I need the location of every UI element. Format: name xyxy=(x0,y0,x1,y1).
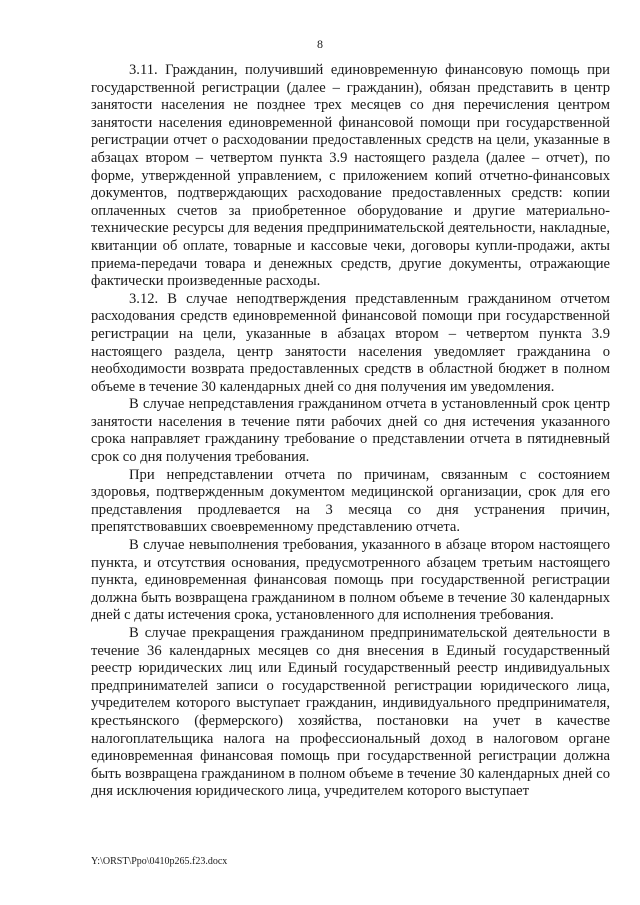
paragraph-return-on-failure: В случае невыполнения требования, указанного в абзаце втором настоящего пункта, и отсутствия основания, предусмотренного абзацем третьим настоящего пункта, единовременная финансовая помощь при государственной регистрации должна быть возвращена гражданином в полном объеме в течение 30 календарных дней с даты истечения срока, установленного для исполнения требования. xyxy=(91,537,610,624)
document-body xyxy=(91,62,610,801)
footer-file-path: Y:\ORST\Ppo\0410p265.f23.docx xyxy=(91,856,228,867)
page-number: 8 xyxy=(317,37,323,51)
paragraph-3-11: 3.11. Гражданин, получивший единовременную финансовую помощь при государственной регистрации (далее – гражданин), обязан представить в центр занятости населения не позднее трех месяцев со дня перечисления центром занятости населения единовременной финансовой помощи при государственной регистрации отчет о расходовании предоставленных средств на цели, указанные в абзацах втором – четвертом пункта 3.9 настоящего раздела (далее – отчет), по форме, утвержденной управлением, с приложением копий отчетно-финансовых документов, подтверждающих расходование предоставленных средств: копии оплаченных счетов за приобретенное оборудование и другие материально-технические ресурсы для ведения предпринимательской деятельности, накладные, квитанции об оплате, товарные и кассовые чеки, договоры купли-продажи, акты приема-передачи товара и денежных средств, другие документы, отражающие фактически произведенные расходы. xyxy=(91,62,610,290)
paragraph-health-extension: При непредставлении отчета по причинам, связанным с состоянием здоровья, подтвержденным документом медицинской организации, срок для его представления продлевается на 3 месяца со дня устранения причин, препятствовавших своевременному представлению отчета. xyxy=(91,466,610,536)
paragraph-report-deadline: В случае непредставления гражданином отчета в установленный срок центр занятости населения в течение пяти рабочих дней со дня истечения указанного срока направляет гражданину требование о представлении отчета в пятидневный срок со дня получения требования. xyxy=(91,396,610,466)
paragraph-termination: В случае прекращения гражданином предпринимательской деятельности в течение 36 календарных месяцев со дня внесения в Единый государственный реестр юридических лиц или Единый государственный реестр индивидуальных предпринимателей записи о государственной регистрации юридического лица, учредителем которого выступает гражданин, индивидуального предпринимателя, крестьянского (фермерского) хозяйства, постановки на учет в качестве налогоплательщика налога на профессиональный доход в налоговом органе единовременная финансовая помощь при государственной регистрации должна быть возвращена гражданином в полном объеме в течение 30 календарных дней со дня исключения юридического лица, учредителем которого выступает xyxy=(91,625,610,800)
paragraph-3-12: 3.12. В случае неподтверждения представленным гражданином отчетом расходования средств единовременной финансовой помощи при государственной регистрации на цели, указанные в абзацах втором – четвертом пункта 3.9 настоящего раздела, центр занятости населения уведомляет гражданина о необходимости возврата предоставленных средств в областной бюджет в полном объеме в течение 30 календарных дней со дня получения им уведомления. xyxy=(91,290,610,395)
